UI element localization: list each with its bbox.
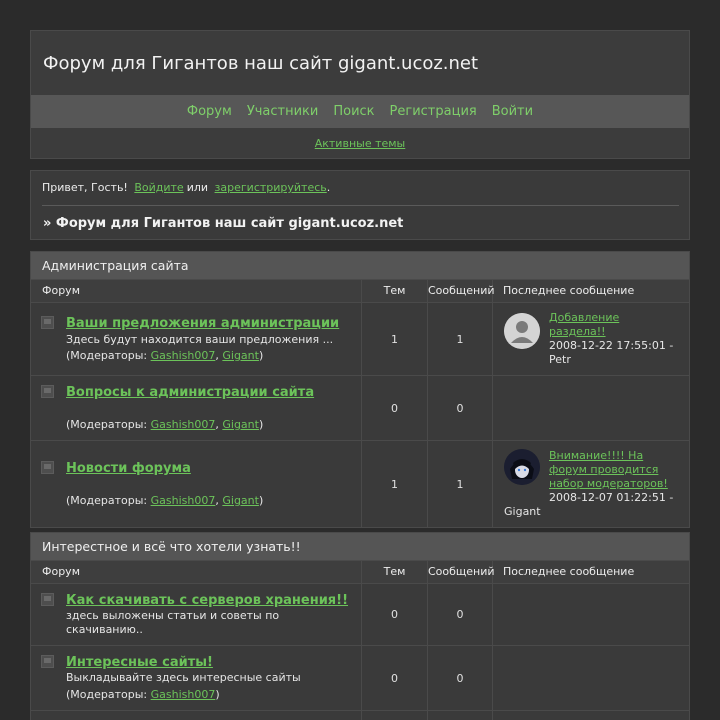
messages-count: 0 bbox=[428, 376, 493, 440]
category-interesting bbox=[30, 532, 690, 720]
sub-nav bbox=[31, 128, 689, 159]
table-header bbox=[31, 561, 689, 584]
greeting-line bbox=[42, 181, 330, 194]
divider bbox=[42, 205, 679, 206]
forum-row bbox=[31, 303, 689, 376]
forum-title-link[interactable]: Новости форума bbox=[66, 461, 191, 476]
header-topics: Тем bbox=[362, 280, 428, 302]
forum-description: Здесь будут находится ваши предложения ... bbox=[66, 333, 334, 346]
category-administration bbox=[30, 251, 690, 528]
header-forum: Форум bbox=[31, 561, 362, 583]
forum-row bbox=[31, 376, 689, 441]
forum-description: здесь выложены статьи и советы по скачиванию.. bbox=[66, 609, 280, 636]
greeting-panel bbox=[30, 170, 690, 240]
messages-count: 0 bbox=[428, 584, 493, 645]
nav-forum[interactable]: Форум bbox=[186, 104, 232, 119]
site-header bbox=[30, 30, 690, 159]
category-title: Администрация сайта bbox=[31, 252, 689, 280]
login-link[interactable]: Войдите bbox=[134, 181, 184, 194]
forum-row bbox=[31, 584, 689, 646]
topics-count: 1 bbox=[362, 303, 428, 375]
site-title: Форум для Гигантов наш сайт gigant.ucoz.net bbox=[43, 53, 479, 74]
forum-title-link[interactable]: Ваши предложения администрации bbox=[66, 316, 340, 331]
nav-login[interactable]: Войти bbox=[491, 104, 534, 119]
forum-row bbox=[31, 711, 689, 720]
forum-status-icon bbox=[41, 316, 54, 329]
moderator-link[interactable]: Gigant bbox=[222, 349, 259, 362]
breadcrumb: » Форум для Гигантов наш сайт gigant.ucoz.net bbox=[43, 216, 404, 231]
messages-count: 1 bbox=[428, 441, 493, 527]
forum-row bbox=[31, 646, 689, 711]
last-post-date: 2008-12-07 01:22:51 - bbox=[549, 491, 674, 504]
header-messages: Сообщений bbox=[428, 280, 493, 302]
forum-moderators: (Модераторы: Gashish007, Gigant) bbox=[66, 494, 264, 507]
forum-status-icon bbox=[41, 655, 54, 668]
forum-status-icon bbox=[41, 593, 54, 606]
moderator-link[interactable]: Gashish007 bbox=[150, 688, 216, 701]
forum-row bbox=[31, 441, 689, 527]
topics-count: 1 bbox=[362, 441, 428, 527]
forum-title-link[interactable]: Интересные сайты! bbox=[66, 655, 213, 670]
moderator-link[interactable]: Gashish007 bbox=[150, 418, 216, 431]
active-topics-link[interactable]: Активные темы bbox=[314, 137, 406, 150]
user-avatar-icon bbox=[504, 449, 540, 485]
header-forum: Форум bbox=[31, 280, 362, 302]
or-text: или bbox=[186, 181, 209, 194]
moderator-link[interactable]: Gashish007 bbox=[150, 349, 216, 362]
forum-description: Выкладывайте здесь интересные сайты bbox=[66, 671, 301, 684]
header-topics: Тем bbox=[362, 561, 428, 583]
last-post-date: 2008-12-22 17:55:01 - bbox=[549, 339, 674, 352]
nav-search[interactable]: Поиск bbox=[333, 104, 375, 119]
header-last-message: Последнее сообщение bbox=[503, 565, 635, 578]
table-header bbox=[31, 280, 689, 303]
moderator-link[interactable]: Gigant bbox=[222, 494, 259, 507]
register-link[interactable]: зарегистрируйтесь bbox=[214, 181, 327, 194]
messages-count: 1 bbox=[428, 303, 493, 375]
last-post-author[interactable]: Gigant bbox=[504, 505, 541, 518]
forum-moderators: (Модераторы: Gashish007, Gigant) bbox=[66, 349, 264, 362]
topics-count: 0 bbox=[362, 376, 428, 440]
greeting-text: Привет, Гость! bbox=[42, 181, 128, 194]
forum-title-link[interactable]: Как скачивать с серверов хранения!! bbox=[66, 593, 349, 608]
user-avatar-icon bbox=[504, 313, 540, 349]
topics-count: 0 bbox=[362, 646, 428, 710]
last-post-link[interactable]: Внимание!!!! На форум проводится набор модераторов! bbox=[549, 449, 668, 490]
nav-members[interactable]: Участники bbox=[246, 104, 319, 119]
last-post-link[interactable]: Добавление раздела!! bbox=[549, 311, 620, 338]
forum-moderators: (Модераторы: Gashish007, Gigant) bbox=[66, 418, 264, 431]
messages-count: 0 bbox=[428, 646, 493, 710]
header-messages: Сообщений bbox=[428, 561, 493, 583]
last-post-author[interactable]: Petr bbox=[549, 353, 571, 366]
period-text: . bbox=[326, 181, 331, 194]
forum-moderators: (Модераторы: Gashish007) bbox=[66, 688, 220, 701]
topics-count: 0 bbox=[362, 584, 428, 645]
main-nav bbox=[31, 95, 689, 128]
nav-register[interactable]: Регистрация bbox=[389, 104, 477, 119]
forum-status-icon bbox=[41, 385, 54, 398]
header-last-message: Последнее сообщение bbox=[503, 284, 635, 297]
forum-status-icon bbox=[41, 461, 54, 474]
category-title: Интерестное и всё что хотели узнать!! bbox=[31, 533, 689, 561]
forum-title-link[interactable]: Вопросы к администрации сайта bbox=[66, 385, 315, 400]
moderator-link[interactable]: Gashish007 bbox=[150, 494, 216, 507]
moderator-link[interactable]: Gigant bbox=[222, 418, 259, 431]
